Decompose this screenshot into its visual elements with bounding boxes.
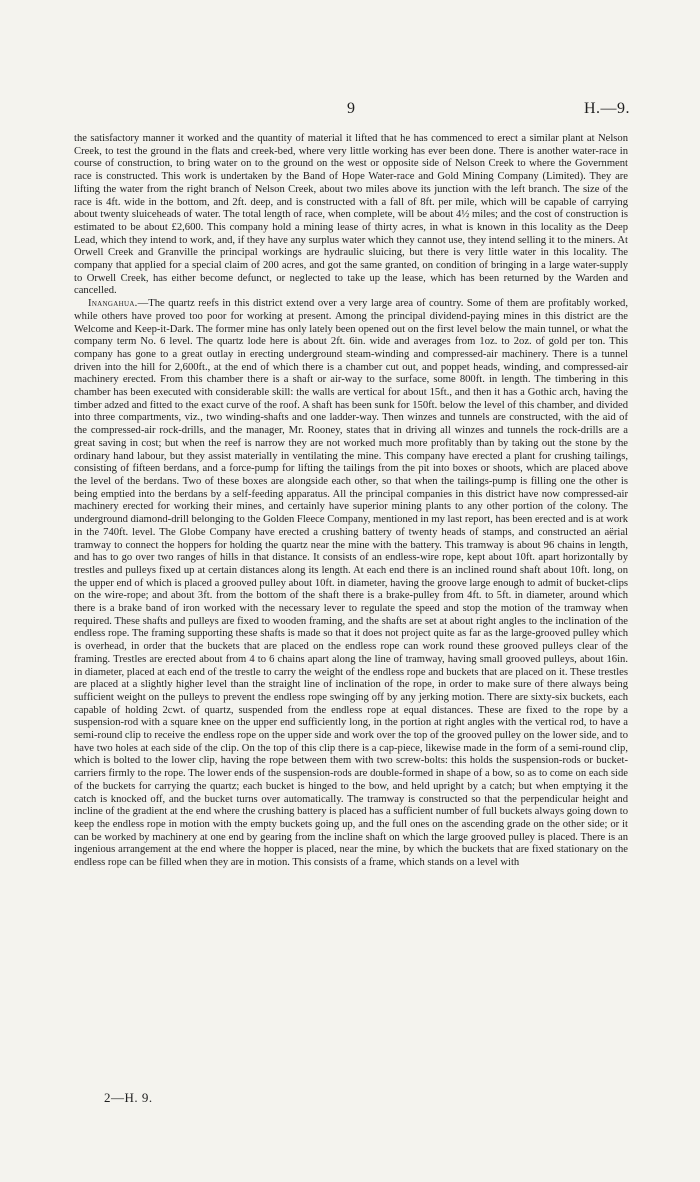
page-number: 9 — [347, 100, 355, 117]
printer-signature-mark: 2—H. 9. — [104, 1090, 153, 1105]
page-header — [74, 100, 628, 124]
body-text — [74, 133, 628, 870]
paragraph-inangahua — [74, 298, 628, 870]
paragraph-inangahua-text: —The quartz reefs in this district extend over a very large area of country. Some of them are profitably worked, while others have proved too poor for working at present. Among the principal dividend-paying mines in this district are the Welcome and Keep-it-Dark. The former mine has only lately been opened out on the first level below the main tunnel, or what the company term No. 6 level. The quartz lode here is about 2ft. 6in. wide and averages from 1oz. to 2oz. of gold per ton. This company has gone to a great outlay in erecting underground steam-winding and compressed-air machinery. There is a tunnel driven into the hill for 2,600ft., at the end of which there is a chamber cut out, and poppet heads, winding, and compressed-air machinery erected. From this chamber there is a shaft or air-way to the surface, some 800ft. in length. The timbering in this chamber has been executed with considerable skill: the walls are vertical for about 15ft., and then it has a Gothic arch, having the timber adzed and fitted to the exact curve of the roof. A shaft has been sunk for 150ft. below the level of this chamber, and divided into three compartments, viz., two winding-shafts and one ladder-way. Then winzes and tunnels are constructed, with the aid of the compressed-air rock-drills, and the manager, Mr. Rooney, states that in driving all winzes and tunnels the rock-drills are a great saving in cost; but when the reef is narrow they are not worked much more profitably than by taking out the stone by the ordinary hand labour, but they assist materially in ventilating the mine. This company have erected a plant for crushing tailings, consisting of fifteen berdans, and a force-pump for lifting the tailings from the pit into boxes or shoots, which are placed above the level of the berdans. Two of these boxes are alongside each other, so that when the tailings-pump is filling one the other is being emptied into the berdans by a self-feeding apparatus. All the principal companies in this district have now compressed-air machinery erected for working their mines, and certainly have superior mining plants to any other portion of the colony. The underground diamond-drill belonging to the Golden Fleece Company, mentioned in my last report, has been erected and is at work in the 740ft. level. The Globe Company have erected a crushing battery of twenty heads of stamps, and constructed an aërial tramway to connect the hoppers for holding the quartz near the mine with the battery. This tramway is about 96 chains in length, and has to go over two ranges of hills in that distance. It consists of an endless-wire rope, kept about 10ft. apart horizontally by trestles and pulleys fixed up at certain distances along its length. At each end there is an inclined round shaft about 10ft. long, on the upper end of which is placed a grooved pulley about 10ft. in diameter, having the groove large enough to admit of bucket-clips on the wire-rope; and about 3ft. from the bottom of the shaft there is a brake-pulley from 4ft. to 5ft. in diameter, around which there is a brake band of iron worked with the necessary lever to regulate the speed and stop the motion of the tramway when required. These shafts and pulleys are fixed to wooden framing, and the shafts are set at about right angles to the inclination of the endless rope. The framing supporting these shafts is made so that it does not project quite as far as the large-grooved pulley which is overhead, in order that the buckets that are placed on the endless rope can work round these grooved pulleys clear of the framing. Trestles are erected about from 4 to 6 chains apart along the line of tramway, having small grooved pulleys, about 16in. in diameter, placed at each end of the trestle to carry the weight of the endless rope and buckets that are placed on it. These trestles are placed at a slightly higher level than the straight line of inclination of the rope, in order to make sure of there always being sufficient weight on the pulleys to prevent the endless rope swinging off by any jerking motion. There are sixty-six buckets, each capable of holding 2cwt. of quartz, suspended from the endless rope at equal distances. These are fixed to the rope by a suspension-rod with a square knee on the upper end sufficiently long, in the portion at right angles with the vertical rod, to have a semi-round clip to receive the endless rope on the upper side and work over the top of the grooved pulley on the lower side, and to have two holes at each side of the clip. On the top of this clip there is a cap-piece, likewise made in the form of a semi-round clip, which is bolted to the lower clip, having the rope between them with two screw-bolts: this holds the suspension-rods or bucket-carriers firmly to the rope. The lower ends of the suspension-rods are double-formed in shape of a bow, so as to come on each side of the buckets for carrying the quartz; each bucket is hinged to the bow, and held upright by a catch; but when emptying it the catch is knocked off, and the bucket turns over automatically. The tramway is constructed so that the perpendicular height and incline of the gradient at the end where the crushing battery is placed has a sufficient number of full buckets always going down to keep the endless rope in motion with the empty buckets going up, and the full ones on the ascending grade on the other side; or it can be worked by machinery at one end by gearing from the incline shaft on which the large grooved pulley is placed. There is an ingenious arrangement at the end where the hopper is placed, near the mine, by which the buckets that are fixed stationary on the endless rope can be filled when they are in motion. This consists of a frame, which stands on a level with — [74, 298, 628, 869]
report-code: H.—9. — [583, 100, 630, 117]
paragraph-nelson-creek: the satisfactory manner it worked and the quantity of material it lifted that he has commenced to erect a similar plant at Nelson Creek, to test the ground in the flats and creek-bed, where very little working has ever been done. There is another water-race in course of construction, to bring water on to the ground on the west or opposite side of Nelson Creek to where the Government race is constructed. This work is undertaken by the Band of Hope Water-race and Gold Mining Company (Limited). They are lifting the water from the right branch of Nelson Creek, about two miles above its junction with the left branch. The size of the race is 4ft. wide in the bottom, and 2ft. deep, and is constructed with a fall of 8ft. per mile, which will be capable of carrying about twenty sluiceheads of water. The total length of race, when complete, will be about 4½ miles; and the cost of construction is estimated to be about £2,600. This company hold a mining lease of thirty acres, in what is known in this locality as the Deep Lead, which they intend to work, and, if they have any surplus water which they cannot use, they intend selling it to the miners. At Orwell Creek and Granville the principal workings are hydraulic sluicing, but there is very little water in this locality. The company that applied for a special claim of 200 acres, and got the same granted, on condition of bringing in a large water-supply to Orwell Creek, has either become defunct, or neglected to take up the lease, which has been returned by the Warden and cancelled. — [74, 133, 628, 297]
section-heading-inangahua: Inangahua. — [88, 298, 138, 310]
